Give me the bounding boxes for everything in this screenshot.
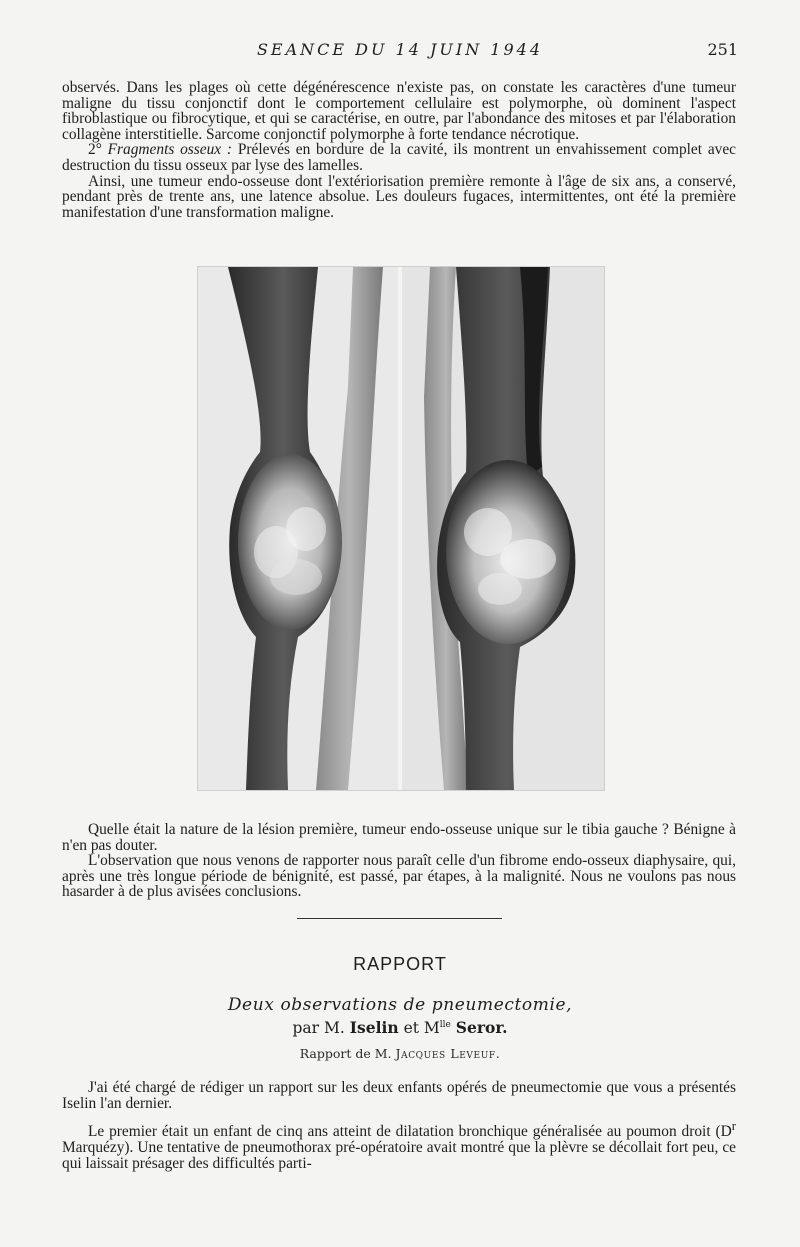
paragraph-report-intro: J'ai été chargé de rédiger un rapport sur les deux enfants opérés de pneumectomie que vous a présentés Iselin l'an dernier. bbox=[62, 1079, 736, 1112]
paragraph-summary: Ainsi, une tumeur endo-osseuse dont l'extériorisation première remonte à l'âge de six ans, a conservé, pendant près de trente ans, une latence absolue. Les douleurs fugaces, intermittentes, ont été la première manifestation d'une transformation maligne. bbox=[62, 172, 736, 221]
xray-figure bbox=[197, 266, 605, 791]
author-iselin: Iselin bbox=[349, 1018, 399, 1037]
page-number: 251 bbox=[707, 40, 738, 59]
author-seror: Seror. bbox=[455, 1018, 508, 1037]
top-text-block bbox=[62, 80, 736, 220]
xray-image bbox=[198, 267, 604, 790]
report-prefix: Rapport de M. bbox=[299, 1046, 392, 1061]
middle-text-block bbox=[62, 822, 736, 900]
byline-par: par M. bbox=[292, 1019, 345, 1037]
first-case-text-b: Marquézy). Une tentative de pneumothorax pré-opératoire avait montré que la plèvre se décollait fort peu, ce qui laissait présager des difficultés parti- bbox=[62, 1138, 736, 1172]
section-heading: RAPPORT bbox=[353, 954, 447, 974]
item-number: 2° bbox=[88, 141, 108, 159]
xray-panel-left bbox=[198, 267, 398, 790]
report-author: Jacques Leveuf. bbox=[395, 1046, 501, 1061]
bottom-text-block bbox=[62, 1080, 736, 1171]
byline bbox=[0, 1018, 800, 1037]
byline-et: et M bbox=[403, 1019, 440, 1037]
item-text: Prélevés en bordure de la cavité, ils montrent un envahissement complet avec destruction du tissu osseux par lyse des lamelles. bbox=[62, 141, 737, 174]
item-heading: Fragments osseux : bbox=[107, 141, 233, 159]
doctor-sup: r bbox=[731, 1119, 736, 1134]
paragraph-bone-fragments bbox=[62, 142, 736, 173]
article-title: Deux observations de pneumectomie, bbox=[227, 995, 573, 1015]
paragraph-first-case bbox=[62, 1119, 736, 1171]
running-head bbox=[0, 38, 800, 62]
first-case-text-a: Le premier était un enfant de cinq ans atteint de dilatation bronchique généralisée au poumon droit (D bbox=[88, 1123, 732, 1141]
running-head-title: SEANCE DU 14 JUIN 1944 bbox=[256, 40, 544, 59]
author-title-sup: lle bbox=[439, 1019, 451, 1030]
report-attribution bbox=[0, 1046, 800, 1061]
paragraph-histology: observés. Dans les plages où cette dégénérescence n'existe pas, on constate les caractères d'une tumeur maligne du tissu conjonctif dont le comportement cellulaire est polymorphe, où dominent l'aspect fibroblastique ou fibrocytique, et qui se caractérise, en outre, par l'abondance des mitoses et par l'élaboration collagène interstitielle. Sarcome conjonctif polymorphe à forte tendance nécrotique. bbox=[62, 79, 736, 143]
section-divider bbox=[297, 918, 502, 919]
xray-panel-right bbox=[402, 267, 604, 790]
paragraph-conclusion: L'observation que nous venons de rapporter nous paraît celle d'un fibrome endo-osseux diaphysaire, qui, après une très longue période de bénignité, est passé, par étapes, à la malignité. Nous ne voulons pas nous hasarder à de plus avisées conclusions. bbox=[62, 852, 736, 901]
paragraph-question: Quelle était la nature de la lésion première, tumeur endo-osseuse unique sur le tibia gauche ? Bénigne à n'en pas douter. bbox=[62, 821, 736, 854]
